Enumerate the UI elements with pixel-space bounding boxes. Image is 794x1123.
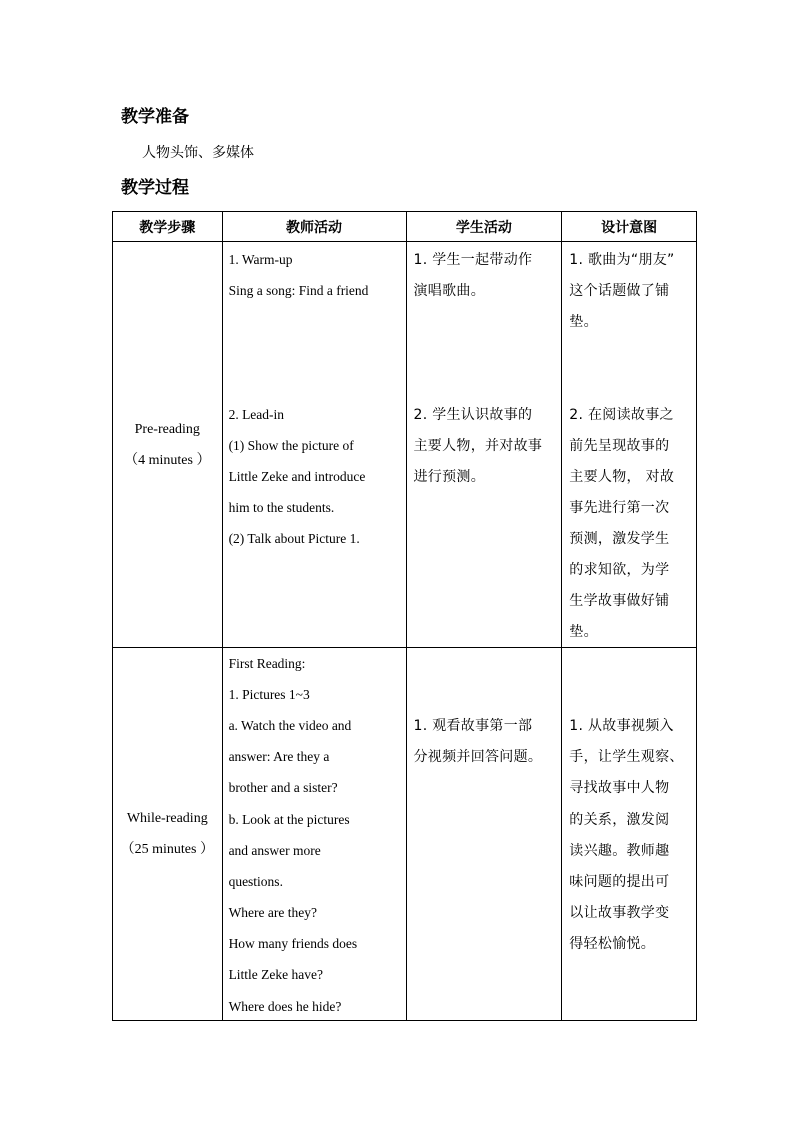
lesson-process-table	[112, 211, 697, 1021]
text-line: 事先进行第一次	[569, 500, 670, 516]
text-line: 进行预测。	[413, 469, 485, 485]
step-name: While-reading	[126, 811, 208, 826]
text-line: b. Look at the pictures	[228, 812, 350, 827]
header-student-activity: 学生活动	[406, 212, 562, 242]
text-line: 这个话题做了铺	[569, 283, 670, 299]
header-step: 教学步骤	[113, 212, 223, 242]
text-line: Sing a song: Find a friend	[228, 283, 369, 298]
text-line: him to the students.	[228, 500, 335, 515]
header-design-intent: 设计意图	[562, 212, 697, 242]
text-line: 1. 学生一起带动作	[413, 252, 533, 268]
step-cell-pre-reading	[113, 242, 223, 648]
student-activity-cell	[406, 242, 562, 648]
text-line: 读兴趣。教师趣	[569, 843, 670, 859]
text-line: 分视频并回答问题。	[413, 749, 543, 765]
text-line: 主要人物，并对故事	[413, 438, 543, 454]
text-line: questions.	[228, 874, 283, 889]
design-intent-cell	[562, 648, 697, 1021]
text-line: 1. 歌曲为“朋友”	[569, 252, 675, 268]
student-activity-cell	[406, 648, 562, 1021]
text-line: 演唱歌曲。	[413, 283, 485, 299]
text-line: 预测，激发学生	[569, 531, 670, 547]
section-heading-process: 教学过程	[121, 178, 189, 198]
text-line: Little Zeke and introduce	[228, 469, 366, 484]
text-line: answer: Are they a	[228, 749, 330, 764]
design-intent-cell	[562, 242, 697, 648]
text-line: 2. 在阅读故事之	[569, 407, 674, 423]
text-line: 2. Lead-in	[228, 407, 285, 422]
preparation-text: 人物头饰、多媒体	[142, 145, 254, 161]
text-line: 1. Pictures 1~3	[228, 687, 310, 702]
text-line: (2) Talk about Picture 1.	[228, 531, 360, 546]
table-row-while-reading	[113, 648, 697, 1021]
text-line: (1) Show the picture of	[228, 438, 354, 453]
text-line: 生学故事做好铺	[569, 593, 670, 609]
step-duration: （4 minutes ）	[124, 452, 211, 468]
step-cell-while-reading	[113, 648, 223, 1021]
teacher-activity-cell	[222, 648, 406, 1021]
text-line: 味问题的提出可	[569, 874, 670, 890]
text-line: 2. 学生认识故事的	[413, 407, 533, 423]
header-teacher-activity: 教师活动	[222, 212, 406, 242]
text-line: 1. Warm-up	[228, 252, 293, 267]
text-line: 1. 观看故事第一部	[413, 718, 533, 734]
text-line: 主要人物， 对故	[569, 469, 675, 485]
text-line: How many friends does	[228, 936, 358, 951]
text-line: and answer more	[228, 843, 321, 858]
text-line: 垫。	[569, 314, 598, 330]
text-line: 前先呈现故事的	[569, 438, 670, 454]
step-name: Pre-reading	[134, 421, 200, 437]
text-line: 的关系，激发阅	[569, 812, 670, 828]
text-line: brother and a sister?	[228, 780, 338, 795]
text-line: 寻找故事中人物	[569, 780, 670, 796]
section-heading-preparation: 教学准备	[121, 107, 189, 127]
text-line: Where are they?	[228, 905, 317, 920]
text-line: First Reading:	[228, 656, 306, 671]
text-line: 以让故事教学变	[569, 905, 670, 921]
teacher-activity-cell	[222, 242, 406, 648]
text-line: 手，让学生观察、	[569, 749, 684, 765]
text-line: 1. 从故事视频入	[569, 718, 674, 734]
text-line: 得轻松愉悦。	[569, 936, 656, 952]
text-line: Where does he hide?	[228, 999, 342, 1014]
table-header-row	[113, 212, 697, 242]
table-row-pre-reading	[113, 242, 697, 648]
text-line: 的求知欲，为学	[569, 562, 670, 578]
text-line: 垫。	[569, 624, 598, 640]
text-line: a. Watch the video and	[228, 718, 352, 733]
text-line: Little Zeke have?	[228, 967, 324, 982]
step-duration: （25 minutes ）	[120, 842, 214, 857]
